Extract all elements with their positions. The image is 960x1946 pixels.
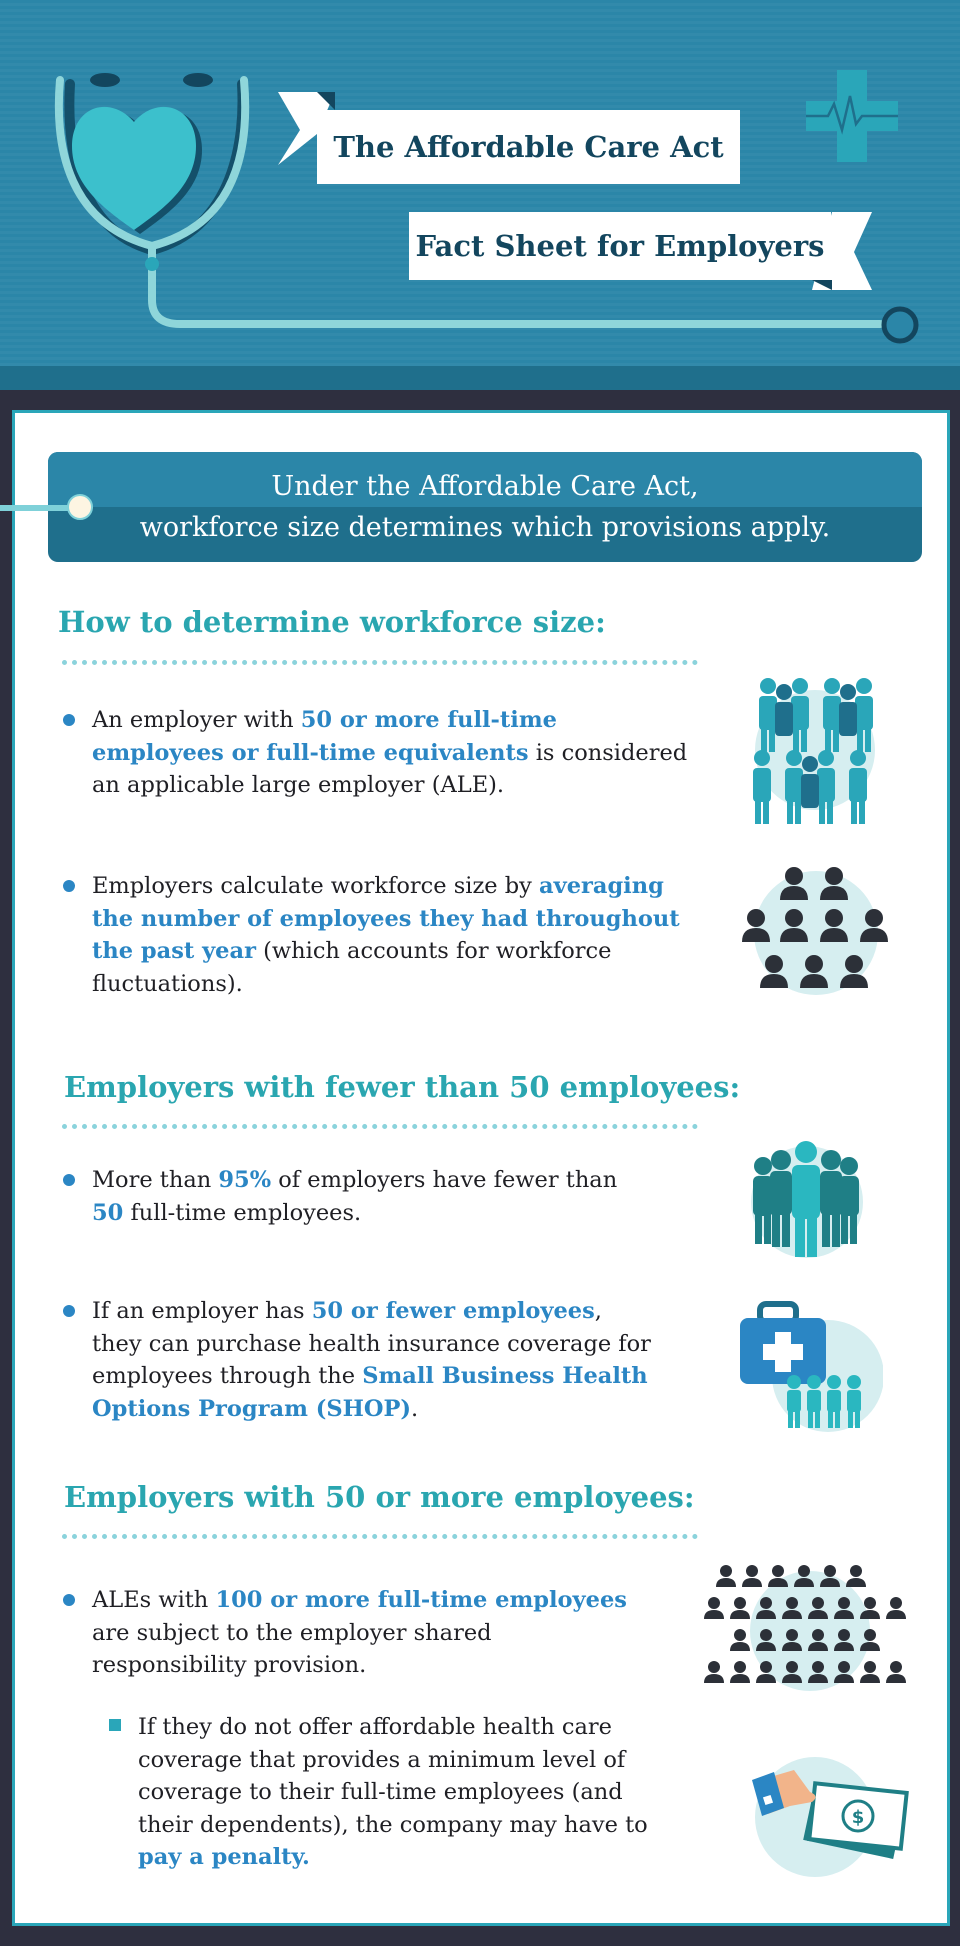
bullet [63,1594,75,1606]
bullet [63,1305,75,1317]
paragraph-workforce-averaging: Employers calculate workforce size by averaging the number of employees they had throughout the past year (which accounts for workforce fluctuations). [92,873,680,997]
title-banner [317,110,740,184]
section-divider [62,1534,698,1539]
header [0,0,960,390]
section-divider [62,1124,698,1129]
intro-dot [67,494,93,520]
section-title-50-or-more: Employers with 50 or more employees: [64,1480,695,1514]
title-line-1: The Affordable Care Act [333,130,724,164]
large-workforce-icon [700,1565,915,1700]
medical-cross-icon [806,70,898,162]
bullet [63,1174,75,1186]
header-band [0,366,960,390]
paragraph-penalty: If they do not offer affordable health care coverage that provides a minimum level of coverage to their full-time employees (and their dependents), the company may have to pay a penalty. [138,1714,648,1870]
group-of-employees-icon [740,670,890,830]
title-line-2: Fact Sheet for Employers [415,229,825,263]
svg-text:$: $ [851,1807,865,1828]
paragraph-ale-100-plus: ALEs with 100 or more full-time employees are subject to the employer shared responsibility provision. [92,1587,627,1678]
paragraph-ale-definition: An employer with 50 or more full-time employees or full-time equivalents is considered an applicable large employer (ALE). [92,707,688,798]
people-grid-icon [738,858,893,1008]
paragraph-95-percent: More than 95% of employers have fewer than 50 full-time employees. [92,1167,618,1226]
small-team-icon [745,1140,870,1265]
paragraph-shop-program: If an employer has 50 or fewer employees, they can purchase health insurance coverage for employees through the Small Business Health Options Program (SHOP). [92,1298,651,1422]
section-title-workforce-size: How to determine workforce size: [58,605,606,639]
intro-line-2: workforce size determines which provisions apply. [139,512,831,543]
section-divider [62,660,698,665]
intro-banner [48,452,922,562]
sub-bullet [109,1719,121,1731]
bullet [63,714,75,726]
stethoscope-icon [0,0,960,370]
subtitle-banner [409,212,831,280]
medical-kit-icon [738,1300,883,1435]
intro-line-1: Under the Affordable Care Act, [271,471,699,502]
section-title-fewer-than-50: Employers with fewer than 50 employees: [64,1070,741,1104]
bullet [63,880,75,892]
payment-penalty-icon [750,1752,910,1882]
